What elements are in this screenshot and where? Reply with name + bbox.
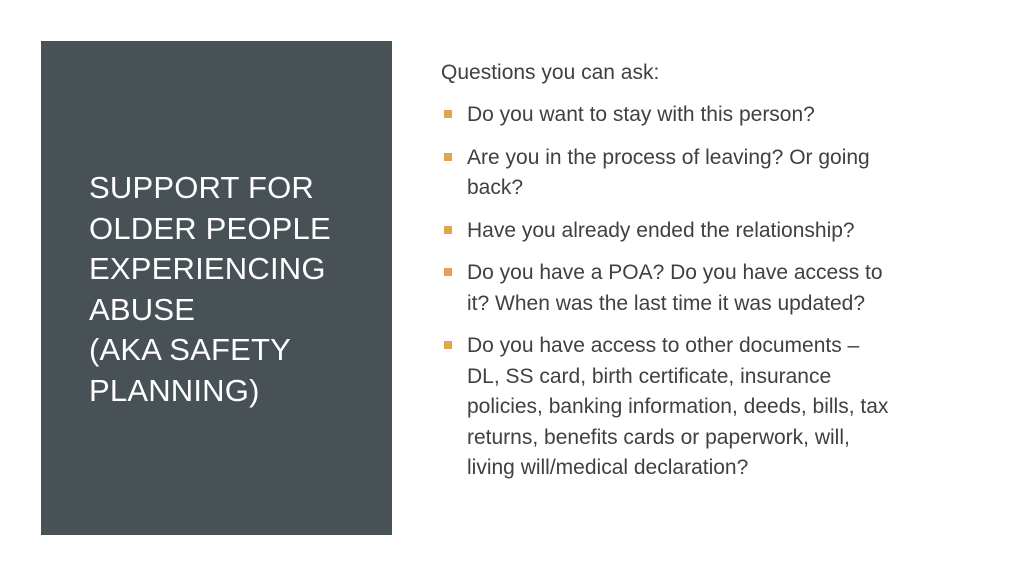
question-list <box>441 100 941 484</box>
list-item-line: Do you want to stay with this person? <box>467 103 815 126</box>
list-item-line: Have you already ended the relationship? <box>467 218 855 242</box>
square-bullet-icon <box>444 110 452 118</box>
title-line: (AKA SAFETY <box>89 332 292 367</box>
intro-text: Questions you can ask: <box>441 61 660 84</box>
list-item <box>441 258 941 319</box>
title-line: ABUSE <box>89 291 196 327</box>
square-bullet-icon <box>444 226 452 234</box>
list-item-line: DL, SS card, birth certificate, insurance <box>467 364 832 388</box>
list-item-line: back? <box>467 176 524 199</box>
list-item-line: Do you have access to other documents – <box>467 334 860 357</box>
square-bullet-icon <box>444 268 452 276</box>
list-item-line: Are you in the process of leaving? Or going <box>467 145 870 169</box>
square-bullet-icon <box>444 341 452 349</box>
square-bullet-icon <box>444 153 452 161</box>
title-line: SUPPORT FOR <box>89 170 314 205</box>
title-panel <box>41 41 392 535</box>
slide-title <box>89 168 379 411</box>
title-line: OLDER PEOPLE <box>89 210 331 246</box>
title-line: EXPERIENCING <box>89 251 326 286</box>
list-item-line: it? When was the last time it was updated? <box>467 291 866 315</box>
list-item <box>441 100 941 131</box>
title-line: PLANNING) <box>89 372 260 408</box>
list-item <box>441 143 941 204</box>
list-item <box>441 331 941 484</box>
content-area <box>441 58 941 496</box>
list-item-line: policies, banking information, deeds, bills, tax <box>467 395 889 418</box>
list-item-line: Do you have a POA? Do you have access to <box>467 261 883 284</box>
list-item <box>441 216 941 247</box>
list-item-line: living will/medical declaration? <box>467 456 749 479</box>
list-item-line: returns, benefits cards or paperwork, will, <box>467 425 850 449</box>
